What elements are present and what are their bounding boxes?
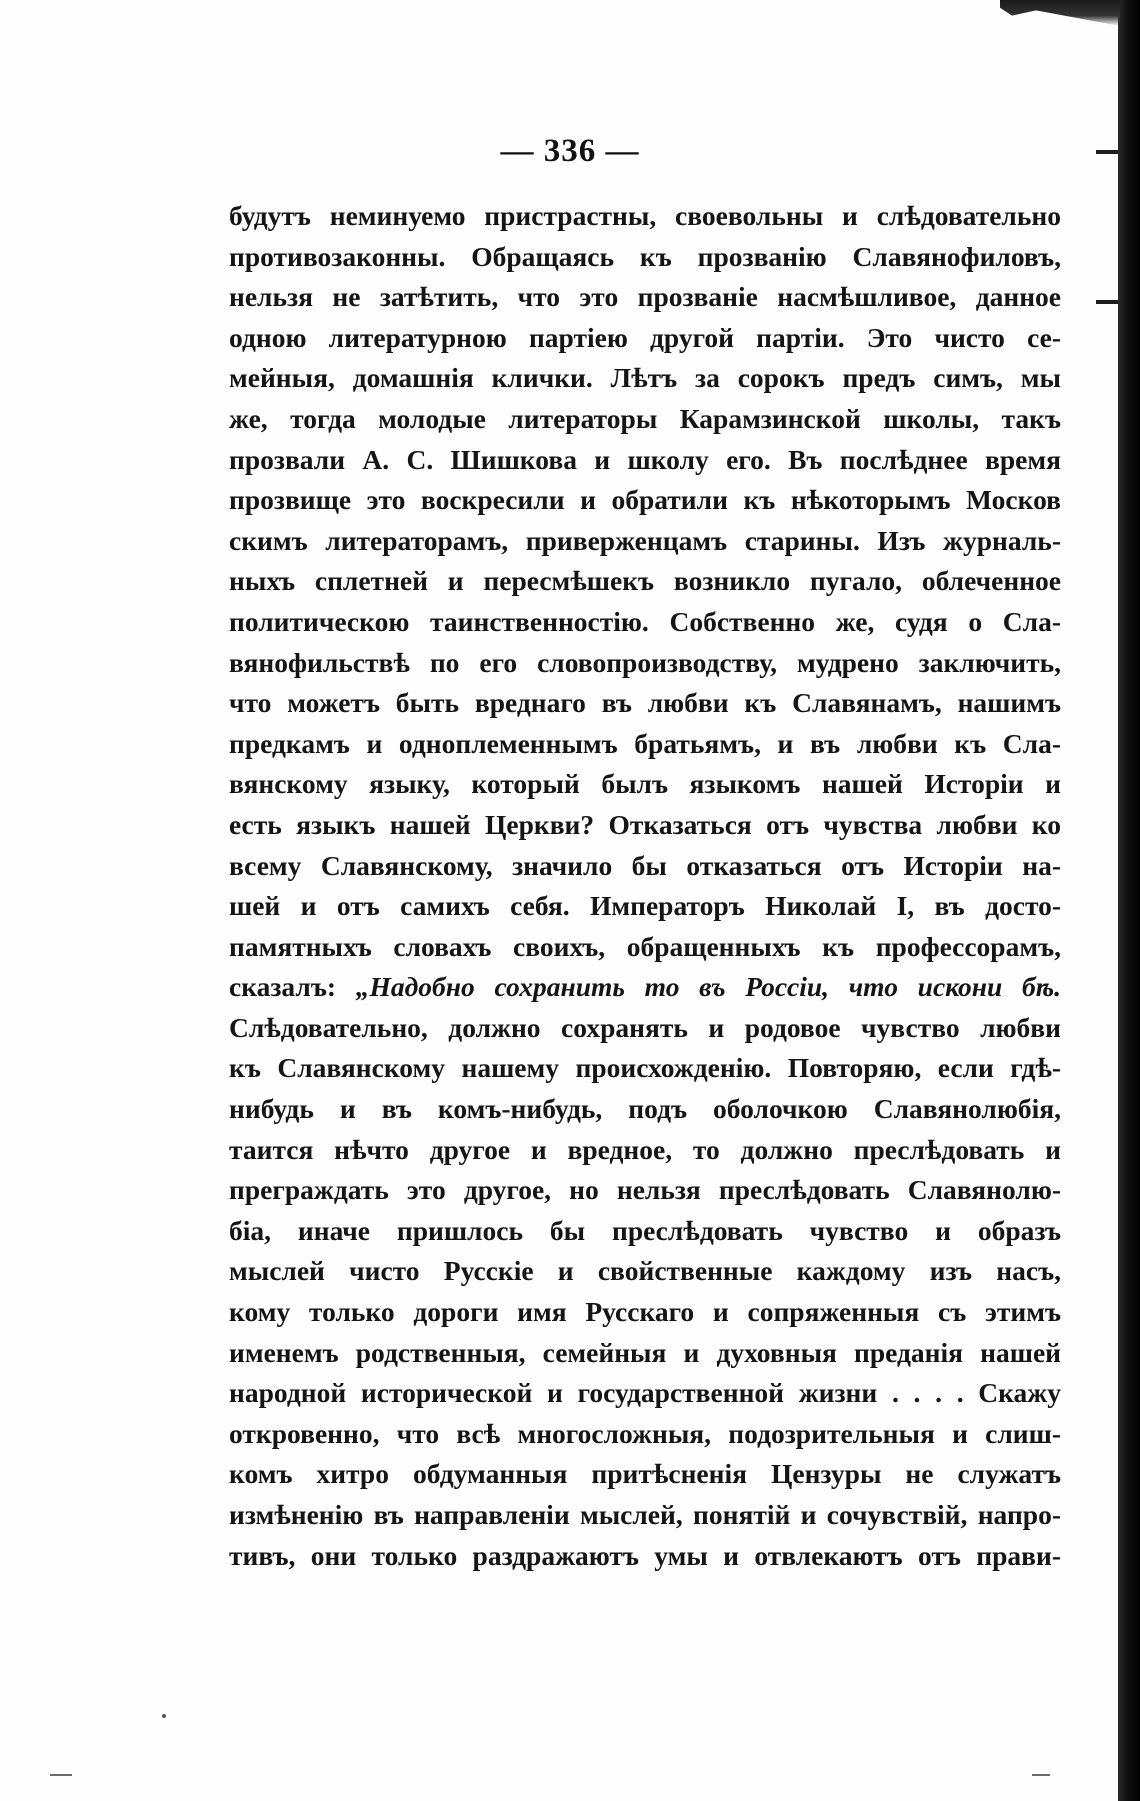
text-line: кому только дороги имя Русскаго и сопряженныя съ этимъ <box>229 1296 1061 1328</box>
text-line: ныхъ сплетней и пересмѣшекъ возникло пугало, облеченное <box>229 565 1061 597</box>
text-line: памятныхъ словахъ своихъ, обращенныхъ къ профессорамъ, <box>229 930 1061 962</box>
text-line: именемъ родственныя, семейныя и духовныя преданія нашей <box>229 1336 1061 1368</box>
text-line: противозаконны. Обращаясь къ прозванію Славянофиловъ, <box>229 240 1061 272</box>
text-line: откровенно, что всѣ многосложныя, подозрительныя и слиш- <box>229 1417 1061 1449</box>
text-line: же, тогда молодые литераторы Карамзинской школы, такъ <box>229 402 1061 434</box>
text-line: политическою таинственностію. Собственно же, судя о Сла- <box>229 605 1061 637</box>
text-line: комъ хитро обдуманныя притѣсненія Цензуры не служатъ <box>229 1458 1061 1490</box>
text-line: мыслей чисто Русскіе и свойственные каждому изъ насъ, <box>229 1255 1061 1287</box>
text-line: измѣненію въ направленіи мыслей, понятій и сочувствій, напро- <box>229 1499 1061 1530</box>
text-line: что можетъ быть вреднаго въ любви къ Славянамъ, нашимъ <box>229 687 1061 719</box>
scan-mark <box>1032 1774 1050 1776</box>
quote-prefix: сказалъ: <box>229 971 337 1003</box>
text-line: вянскому языку, который былъ языкомъ нашей Исторіи и <box>229 768 1061 800</box>
scan-edge-top-shadow <box>1000 0 1120 26</box>
text-line: мейныя, домашнія клички. Лѣтъ за сорокъ предъ симъ, мы <box>229 362 1061 394</box>
text-line: нибудь и въ комъ-нибудь, подъ оболочкою Славянолюбія, <box>229 1093 1061 1125</box>
text-line: преграждать это другое, но нельзя преслѣдовать Славянолю- <box>229 1174 1061 1206</box>
text-line: одною литературною партіею другой партіи. Это чисто се- <box>229 321 1061 353</box>
text-line: прозвали А. С. Шишкова и школу его. Въ послѣднее время <box>229 443 1061 475</box>
text-line: къ Славянскому нашему происхожденію. Повторяю, если гдѣ- <box>229 1052 1061 1084</box>
text-line: прозвище это воскресили и обратили къ нѣкоторымъ Москов <box>229 484 1061 516</box>
quote-line <box>229 967 1061 1008</box>
text-line: всему Славянскому, значило бы отказаться отъ Исторіи на- <box>229 849 1061 881</box>
scan-speck <box>162 1714 166 1718</box>
quote-italic: „Надобно сохранить то въ Россіи, что искони бѣ. <box>355 971 1061 1003</box>
text-line: есть языкъ нашей Церкви? Отказаться отъ чувства любви ко <box>229 808 1061 840</box>
body-text <box>229 196 1061 1576</box>
text-line: народной исторической и государственной жизни . . . . Скажу <box>229 1377 1061 1409</box>
text-line: Слѣдовательно, должно сохранять и родовое чувство любви <box>229 1011 1061 1043</box>
text-line: біа, иначе пришлось бы преслѣдовать чувство и образъ <box>229 1214 1061 1246</box>
text-line: шей и отъ самихъ себя. Императоръ Николай I, въ досто- <box>229 890 1061 922</box>
text-line: вянофильствѣ по его словопроизводству, мудрено заключить, <box>229 646 1061 678</box>
text-line: предкамъ и одноплеменнымъ братьямъ, и въ любви къ Сла- <box>229 727 1061 759</box>
scan-mark <box>50 1774 72 1776</box>
text-line: скимъ литераторамъ, приверженцамъ старины. Изъ журналь- <box>229 524 1061 556</box>
text-line: тивъ, они только раздражаютъ умы и отвлекаютъ отъ прави- <box>229 1539 1061 1571</box>
text-line: нельзя не затѣтить, что это прозваніе насмѣшливое, данное <box>229 281 1061 313</box>
text-line: будутъ неминуемо пристрастны, своевольны и слѣдовательно <box>229 200 1061 231</box>
scan-edge-shadow <box>1118 0 1140 1801</box>
page-number: — 336 — <box>500 133 640 169</box>
text-line: таится нѣчто другое и вредное, то должно преслѣдовать и <box>229 1133 1061 1165</box>
scan-edge-tick <box>1096 300 1118 304</box>
